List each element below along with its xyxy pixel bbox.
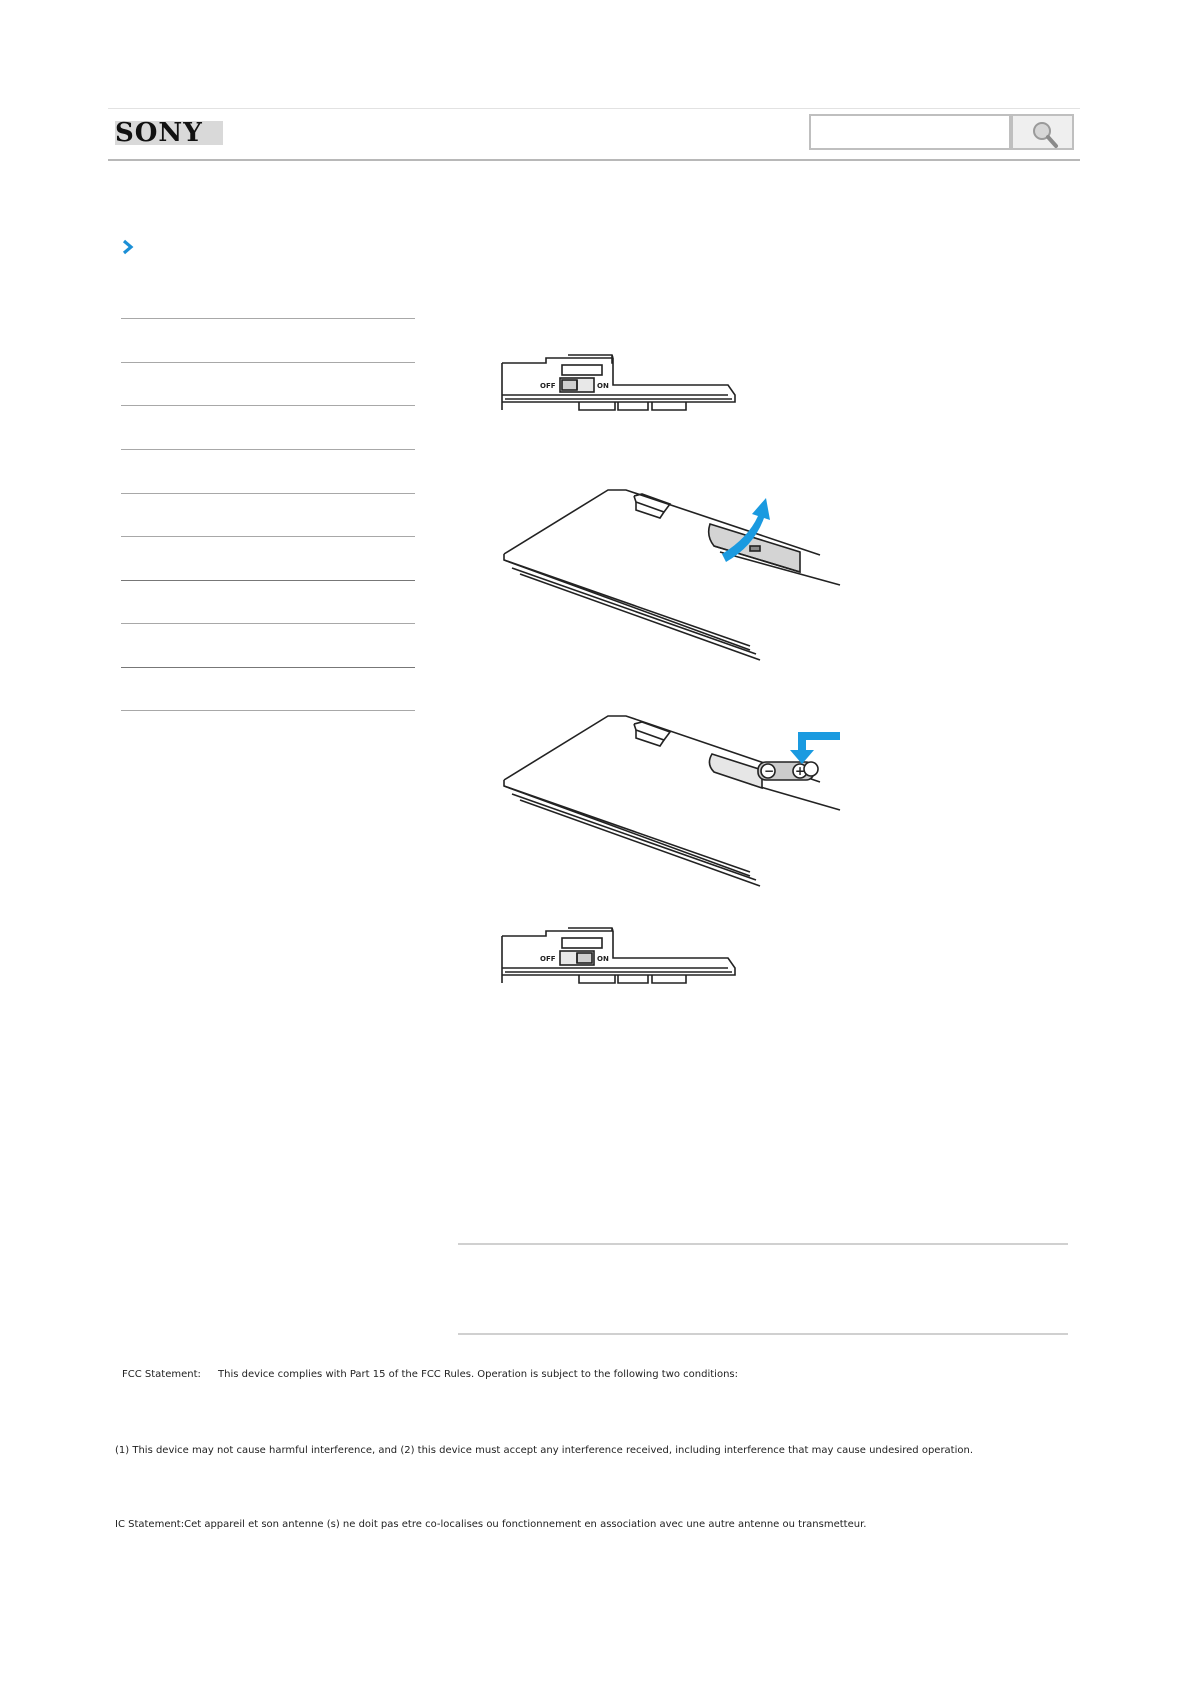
sidebar-item-divider (121, 449, 415, 450)
sidebar-item-divider (121, 318, 415, 319)
content-divider-bottom (458, 1333, 1068, 1335)
search-button[interactable] (1011, 114, 1074, 150)
illustration-insert-batteries (500, 710, 840, 890)
chevron-right-icon (121, 239, 135, 255)
sidebar-item-divider (121, 710, 415, 711)
sidebar-item-divider (121, 405, 415, 406)
switch-on-label: ON (597, 955, 609, 963)
sony-logo: SONY (115, 121, 223, 145)
sidebar-item-divider (121, 623, 415, 624)
illustration-power-switch-on (500, 928, 740, 988)
content-divider-top (458, 1243, 1068, 1245)
switch-off-label: OFF (540, 382, 556, 390)
sidebar-item-divider (121, 362, 415, 363)
sidebar-item-divider (121, 536, 415, 537)
svg-text:−: − (764, 764, 775, 778)
illustration-open-battery-cover (500, 480, 840, 660)
fcc-conditions: (1) This device may not cause harmful interference, and (2) this device must accept any interference received, including interference that may cause undesired operation. (115, 1445, 974, 1456)
switch-off-label: OFF (540, 955, 556, 963)
sidebar-item-divider (121, 667, 415, 668)
fcc-statement-label: FCC Statement: (122, 1369, 201, 1380)
sidebar-item-divider (121, 493, 415, 494)
magnifier-icon (1013, 116, 1076, 152)
ic-statement: IC Statement:Cet appareil et son antenne (s) ne doit pas etre co-localises ou fonctionnement en association avec une autre antenne ou transmetteur. (115, 1519, 867, 1530)
switch-on-label: ON (597, 382, 609, 390)
svg-text:+: + (795, 764, 806, 778)
header-bottom-rule (108, 159, 1080, 161)
illustration-power-switch-off (500, 355, 740, 415)
header-top-rule (108, 108, 1080, 109)
search-input[interactable] (809, 114, 1011, 150)
sidebar-item-divider (121, 580, 415, 581)
fcc-statement-text: This device complies with Part 15 of the FCC Rules. Operation is subject to the following two conditions: (218, 1369, 738, 1380)
